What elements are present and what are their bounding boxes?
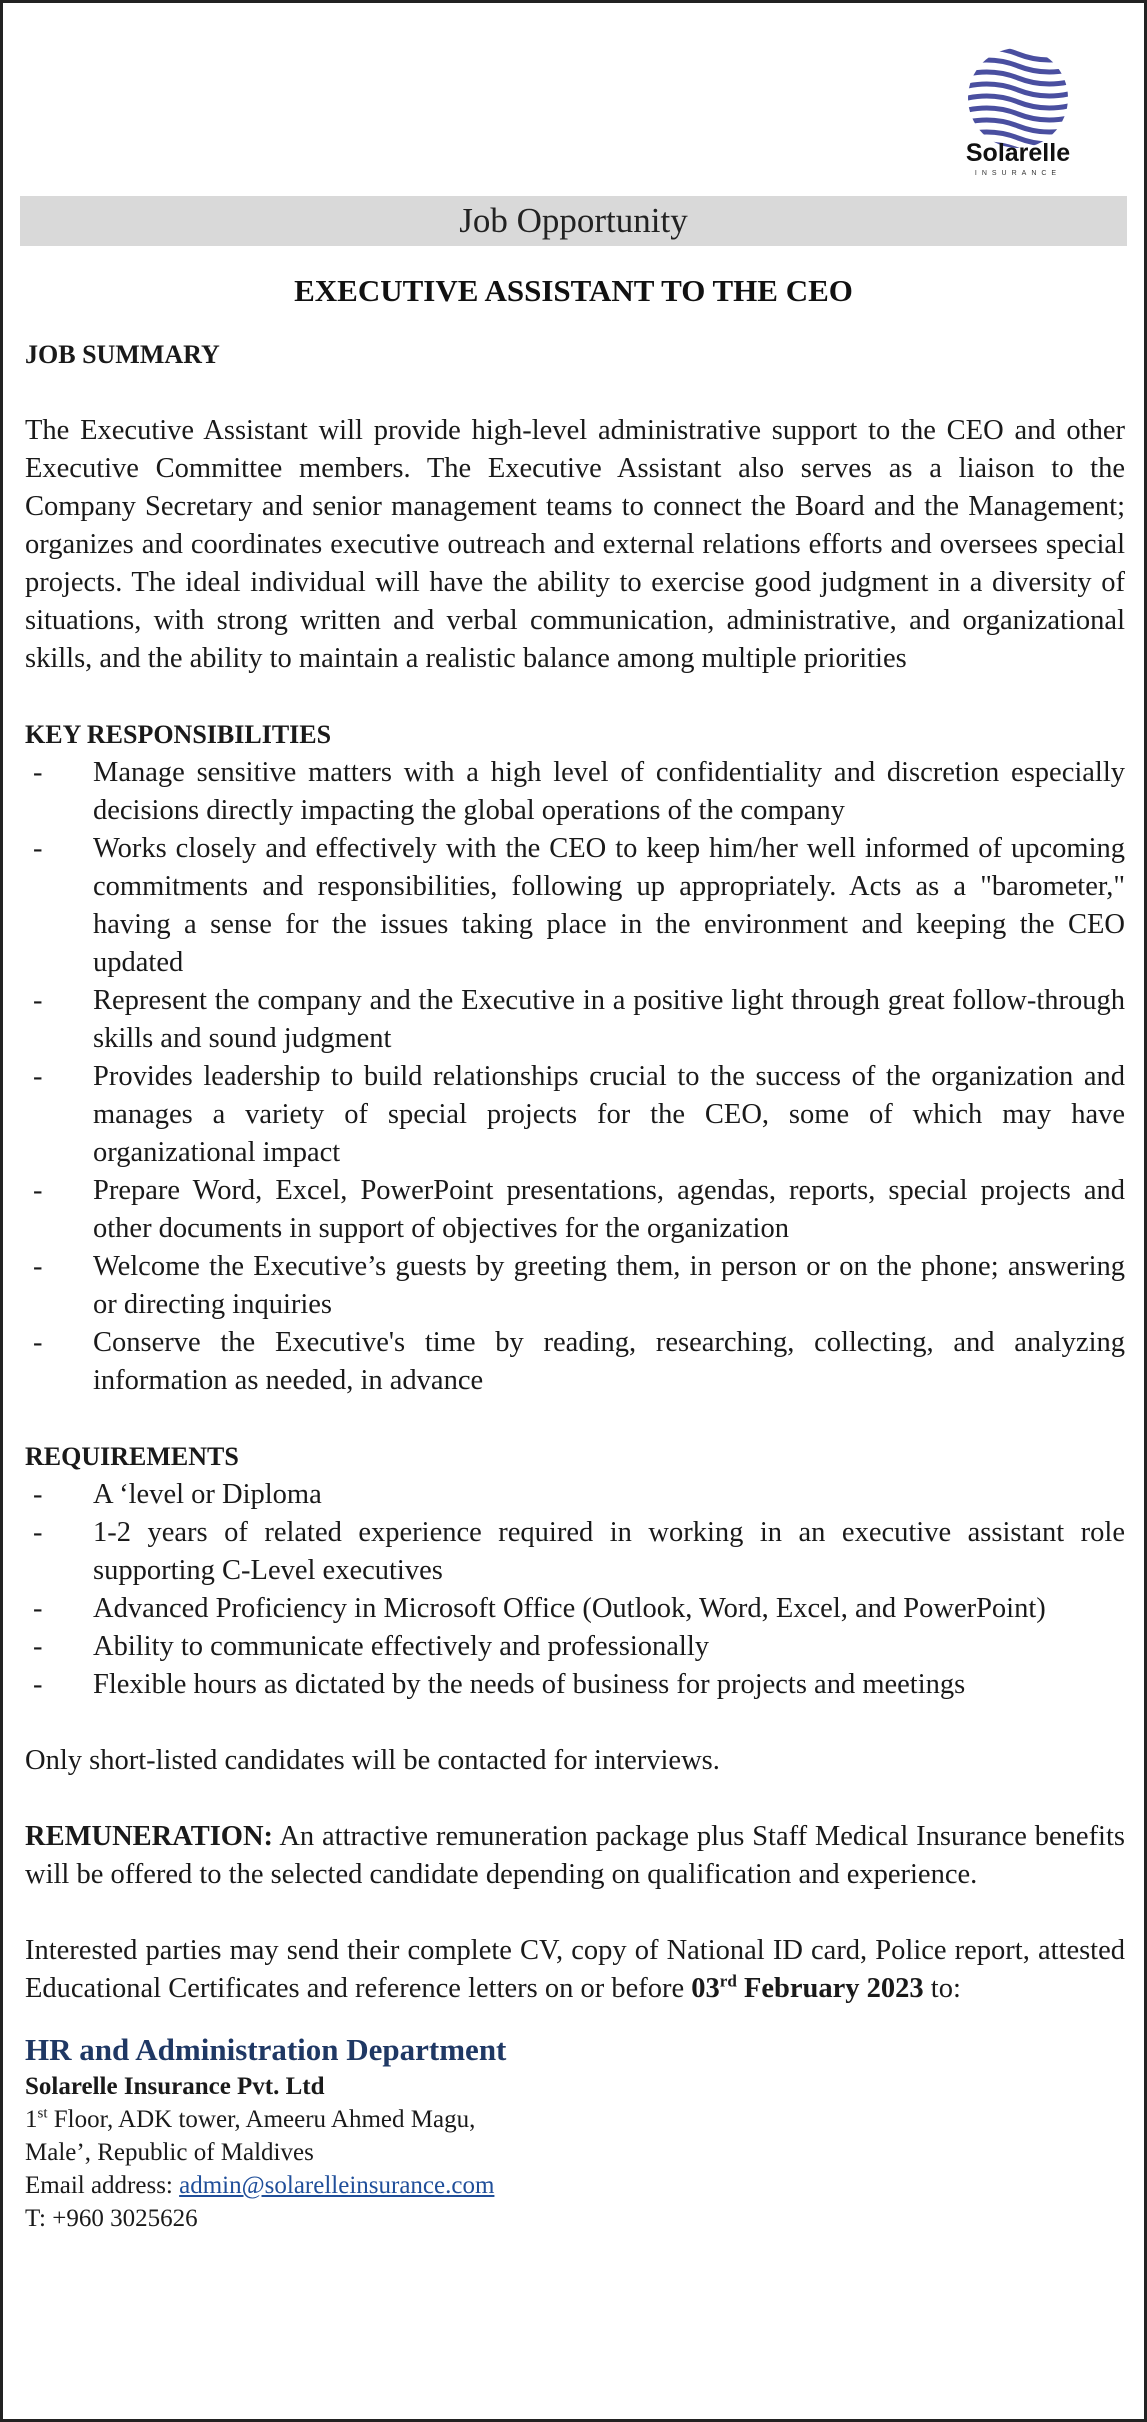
application-instructions: Interested parties may send their complete CV, copy of National ID card, Police report, attested Educational Certificates and reference letters on or before 03rd February 2023 to: xyxy=(25,1935,1125,2004)
logo-wordmark: Solarelle xyxy=(965,139,1071,167)
requirements-list xyxy=(25,1476,1125,1704)
address-line-2: Male’, Republic of Maldives xyxy=(25,2139,314,2166)
deadline-day: 03 xyxy=(691,1973,720,2004)
phone-line: T: +960 3025626 xyxy=(25,2205,198,2232)
address-line-1: 1st Floor, ADK tower, Ameeru Ahmed Magu, xyxy=(25,2105,476,2133)
list-item: - Flexible hours as dictated by the needs of business for projects and meetings xyxy=(33,1669,966,1700)
posting-content xyxy=(25,336,1125,2235)
job-opportunity-banner: Job Opportunity xyxy=(20,196,1127,246)
list-item: - Represent the company and the Executive in a positive light through great follow-through skills and sound judgment xyxy=(33,985,1125,1054)
job-title: EXECUTIVE ASSISTANT TO THE CEO xyxy=(294,273,853,308)
list-item: - Welcome the Executive’s guests by greeting them, in person or on the phone; answering or directing inquiries xyxy=(33,1251,1125,1320)
list-item: - Provides leadership to build relationships crucial to the success of the organization and manages a variety of special projects for the CEO, some of which may have organizational impact xyxy=(33,1061,1125,1168)
list-item: - Manage sensitive matters with a high level of confidentiality and discretion especially decisions directly impacting the global operations of the company xyxy=(33,757,1125,826)
list-item: - Works closely and effectively with the CEO to keep him/her well informed of upcoming commitments and responsibilities, following up appropriately. Acts as a "barometer," having a sense for the issues taking place in the environment and keeping the CEO updated xyxy=(33,833,1125,978)
job-summary-text: The Executive Assistant will provide high-level administrative support to the CEO and other Executive Committee members. The Executive Assistant also serves as a liaison to the Company Secretary and senior management teams to connect the Board and the Management; organizes and coordinates executive outreach and external relations efforts and oversees special projects. The ideal individual will have the ability to exercise good judgment in a diversity of situations, with strong written and verbal communication, administrative, and organizational skills, and the ability to maintain a realistic balance among multiple priorities xyxy=(25,415,1125,674)
remuneration-paragraph xyxy=(25,1818,1125,1894)
responsibilities-list xyxy=(25,754,1125,1400)
remuneration-text: An attractive remuneration package plus Staff Medical Insurance benefits will be offered to the selected candidate depending on qualification and experience. xyxy=(25,1821,1125,1890)
list-item: - Advanced Proficiency in Microsoft Office (Outlook, Word, Excel, and PowerPoint) xyxy=(33,1593,1046,1624)
list-item: - Prepare Word, Excel, PowerPoint presentations, agendas, reports, special projects and other documents in support of objectives for the organization xyxy=(33,1175,1125,1244)
list-item: - Ability to communicate effectively and professionally xyxy=(33,1631,710,1662)
remuneration-label: REMUNERATION: xyxy=(25,1821,274,1852)
email-line: Email address: admin@solarelleinsurance.com xyxy=(25,2172,495,2199)
list-item: - Conserve the Executive's time by reading, researching, collecting, and analyzing information as needed, in advance xyxy=(33,1327,1125,1396)
company-name: Solarelle Insurance Pvt. Ltd xyxy=(25,2073,325,2100)
email-link[interactable]: admin@solarelleinsurance.com xyxy=(179,2172,495,2199)
list-item: - 1-2 years of related experience required in working in an executive assistant role supporting C-Level executives xyxy=(33,1517,1125,1586)
deadline-month-year: February 2023 xyxy=(743,1973,924,2004)
responsibilities-heading: KEY RESPONSIBILITIES xyxy=(25,720,332,749)
shortlist-note: Only short-listed candidates will be contacted for interviews. xyxy=(25,1745,720,1776)
job-summary-heading: JOB SUMMARY xyxy=(25,340,220,369)
logo-tagline: INSURANCE xyxy=(974,170,1062,177)
department-name: HR and Administration Department xyxy=(25,2032,507,2067)
requirements-heading: REQUIREMENTS xyxy=(25,1442,239,1471)
list-item: - A ‘level or Diploma xyxy=(33,1479,322,1510)
